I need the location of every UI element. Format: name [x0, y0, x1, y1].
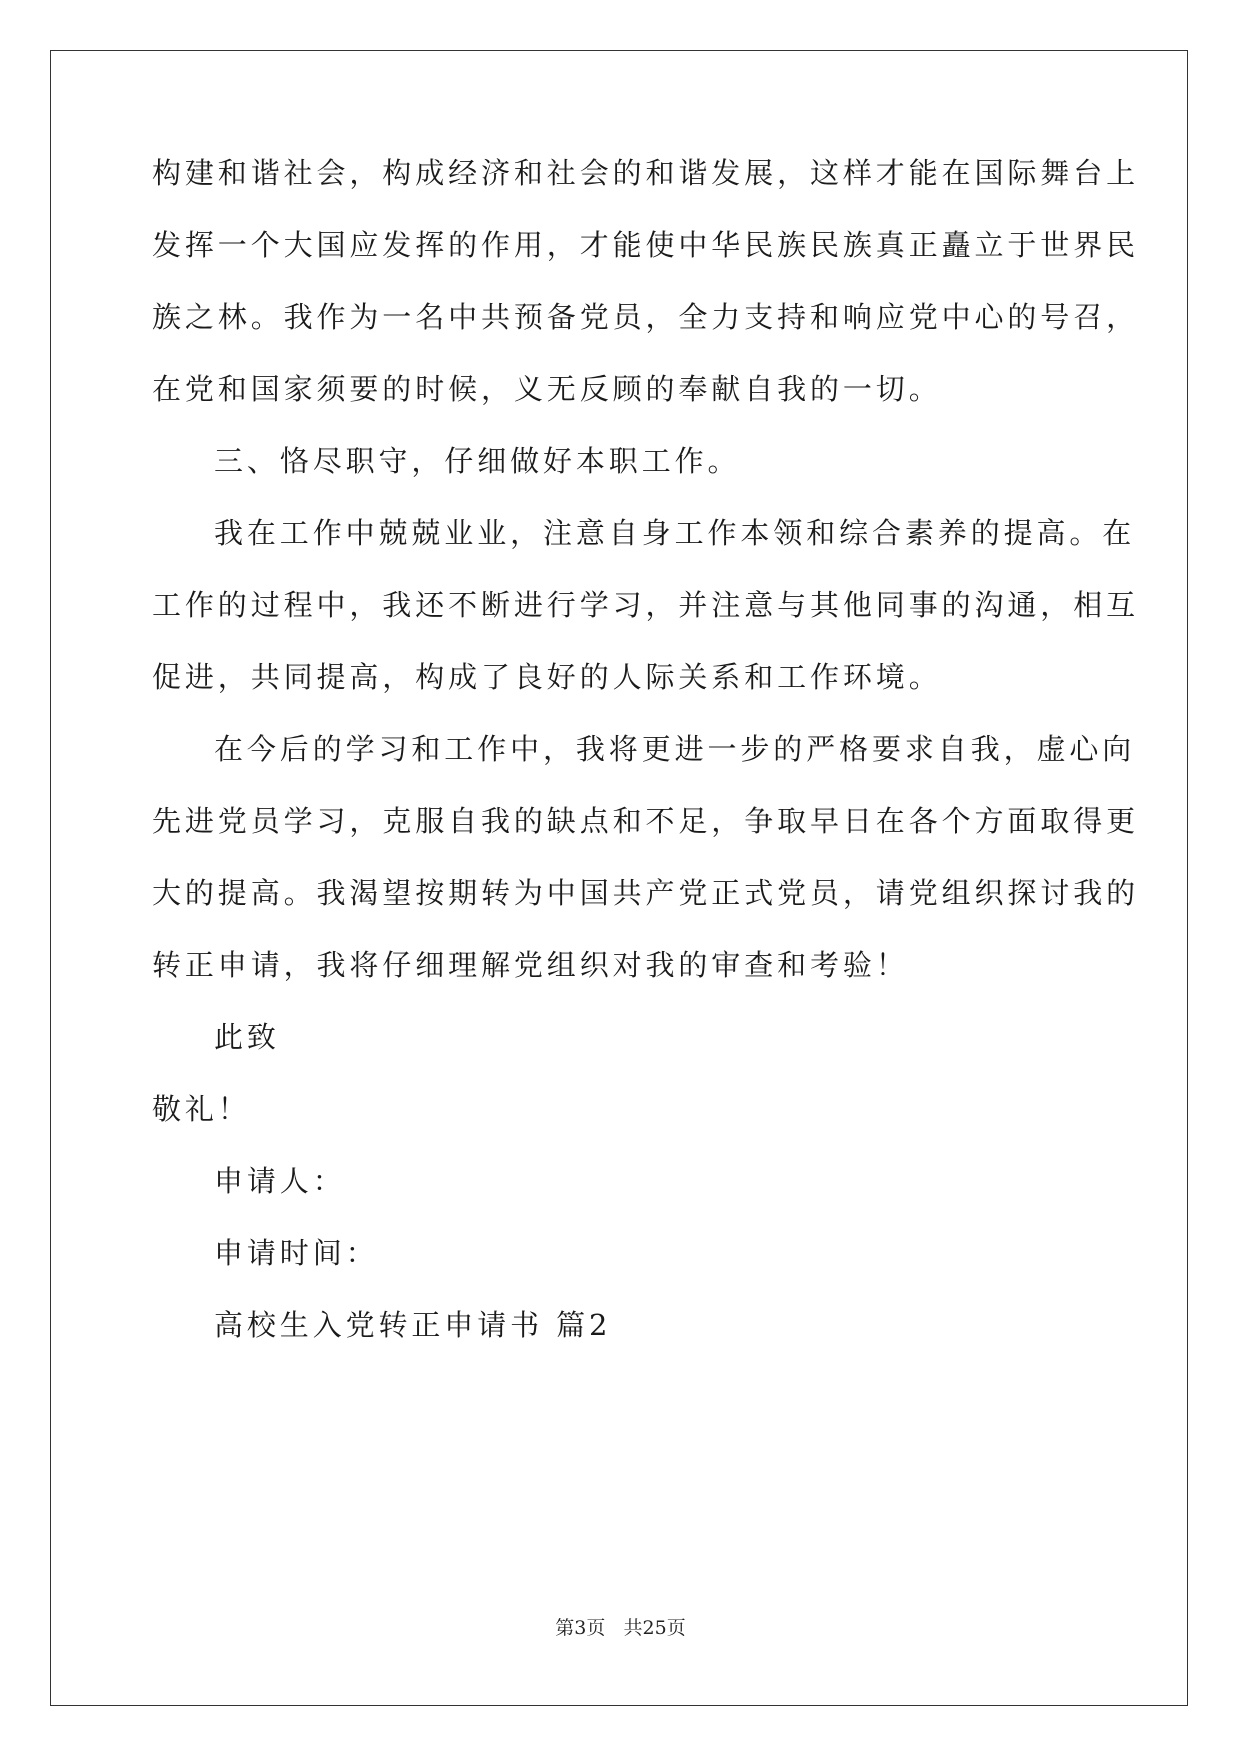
page-total: 共25页: [623, 1617, 686, 1639]
body-line-3: 族之林。我作为一名中共预备党员，全力支持和响应党中心的号召，: [152, 300, 1140, 334]
application-date-label: 申请时间：: [214, 1236, 379, 1270]
body-line-1: 构建和谐社会，构成经济和社会的和谐发展，这样才能在国际舞台上: [152, 156, 1140, 190]
section-heading: 三、恪尽职守，仔细做好本职工作。: [214, 444, 741, 478]
body-line-6: 我在工作中兢兢业业，注意自身工作本领和综合素养的提高。在: [214, 516, 1136, 550]
body-line-7: 工作的过程中，我还不断进行学习，并注意与其他同事的沟通，相互: [152, 588, 1140, 622]
closing-regards: 敬礼！: [152, 1092, 251, 1126]
page-footer: [0, 1616, 1241, 1640]
applicant-label: 申请人：: [214, 1164, 346, 1198]
page-number: 第3页: [555, 1617, 606, 1639]
next-article-title: 高校生入党转正申请书 篇2: [214, 1308, 612, 1342]
body-line-9: 在今后的学习和工作中，我将更进一步的严格要求自我，虚心向: [214, 732, 1136, 766]
closing-salutation: 此致: [214, 1020, 280, 1054]
body-line-2: 发挥一个大国应发挥的作用，才能使中华民族民族真正矗立于世界民: [152, 228, 1140, 262]
body-line-4: 在党和国家须要的时候，义无反顾的奉献自我的一切。: [152, 372, 942, 406]
body-line-8: 促进，共同提高，构成了良好的人际关系和工作环境。: [152, 660, 942, 694]
body-line-12: 转正申请，我将仔细理解党组织对我的审查和考验！: [152, 948, 909, 982]
body-line-10: 先进党员学习，克服自我的缺点和不足，争取早日在各个方面取得更: [152, 804, 1140, 838]
body-line-11: 大的提高。我渴望按期转为中国共产党正式党员，请党组织探讨我的: [152, 876, 1140, 910]
